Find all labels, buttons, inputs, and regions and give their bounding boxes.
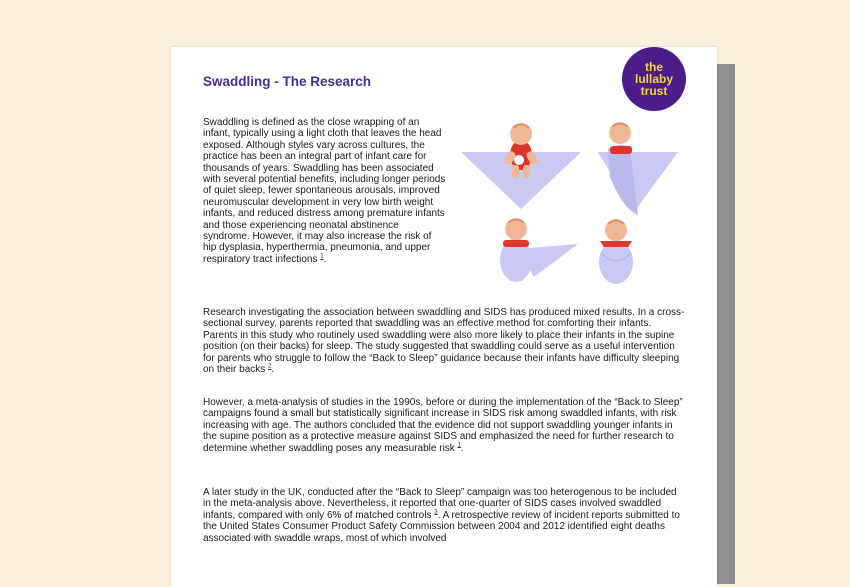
swaddle-step-2 [598,122,678,215]
paragraph-3-text: However, a meta-analysis of studies in the 1990s, before or during the implementation of the “Back to Sleep” campaigns found a small but statistically significant increase in SIDS risk among swaddled infants, with risk increasing with age. The authors concluded that the evidence did not support swaddling younger infants in the supine position as a protective measure against SIDS and emphasized the need for further research to determine whether swaddling poses any measurable risk [203,397,683,454]
swaddle-step-1 [461,123,581,209]
swaddling-steps-illustration [458,117,683,292]
intro-text: Swaddling is defined as the close wrapping of an infant, typically using a light cloth that leaves the head exposed. Although styles vary across cultures, the practice has been an integral part of infant care for thousands of years. Swaddling has been associated with several potential benefits, including longer periods of quiet sleep, fewer spontaneous arousals, improved neuromuscular development in very low birth weight infants, and reduced distress among premature infants and those experiencing neonatal abstinence syndrome. However, it may also increase the risk of hip dysplasia, hyperthermia, pneumonia, and upper respiratory tract infections [203,117,446,265]
logo-line-2: lullaby [634,72,673,86]
paragraph-research-mixed [203,307,687,375]
intro-paragraph [203,117,447,265]
swaddle-step-4 [599,219,633,284]
reference-link[interactable]: 1 [320,253,324,260]
paragraph-meta-analysis [203,397,687,454]
logo-line-3: trust [640,84,668,98]
swaddle-step-3 [500,218,578,282]
paragraph-2-text: Research investigating the association between swaddling and SIDS has produced mixed results. In a cross-sectional survey, parents reported that swaddling was an effective method for comforting their infants. Parents in this study who routinely used swaddling were also more likely to place their infants in the supine position (on their backs) for sleep. The study suggested that swaddling could serve as a useful intervention for parents who struggle to follow the “Back to Sleep” guidance because their infants have difficulty sleeping on their backs [203,307,685,376]
page-title: Swaddling - The Research [203,74,372,89]
paragraph-4-text-a: A later study in the UK, conducted after the “Back to Sleep” campaign was too heterogenous to be included in the meta-analysis above. Nevertheless, it reported that one-quarter of SIDS cases involved swaddled infants, compared with only 6% of matched controls [203,487,677,521]
intro-end: . [323,253,327,265]
logo-line-1: the [645,60,663,74]
paragraph-uk-study [203,487,687,544]
lullaby-trust-logo [622,47,686,111]
document-page [171,47,717,587]
paragraph-2-end: . [271,364,275,376]
reference-link[interactable]: 3 [434,509,438,516]
reference-link[interactable]: 1 [457,442,461,449]
reference-link[interactable]: 2 [268,363,272,370]
paragraph-3-end: . [460,442,464,454]
paragraph-4-text-b: . A retrospective review of incident reports submitted to the United States Consumer Product Safety Commission between 2004 and 2012 identified eight deaths associated with swaddle wraps, most of which involved [203,509,680,544]
